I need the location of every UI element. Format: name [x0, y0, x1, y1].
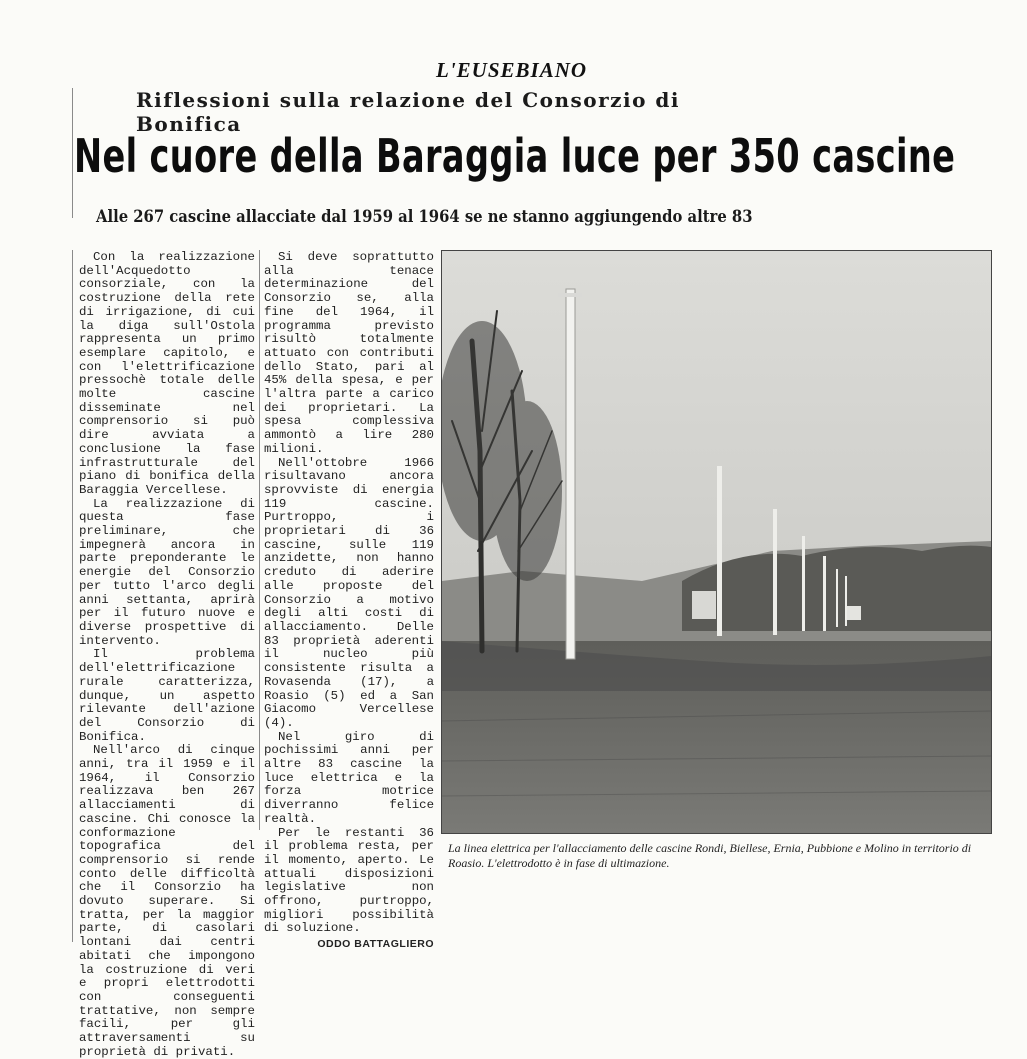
header-rule-left [72, 88, 73, 218]
headline: Nel cuore della Baraggia luce per 350 cascine [74, 129, 956, 183]
paragraph: Nel giro di pochissimi anni per altre 83 cascine la luce elettrica e la forza motrice diverranno felice realtà. [264, 729, 434, 826]
column-rule-left [72, 250, 73, 942]
paragraph: Nell'arco di cinque anni, tra il 1959 e il 1964, il Consorzio realizzava ben 267 allacciamenti di cascine. Chi conosce la conformazione topografica del comprensorio si rende conto delle difficoltà che il Consorzio ha dovuto superare. Si tratta, per la maggior parte, di casolari lontani dai centri abitati che impongono la costruzione di veri e propri elettrodotti con conseguenti trattative, non sempre facili, per gli attraversamenti su proprietà di privati. [79, 743, 255, 1059]
photo-caption: La linea elettrica per l'allacciamento delle cascine Rondi, Biellese, Ernia, Pubbione e Molino in territorio di Roasio. L'elettrodotto è in fase di ultimazione. [448, 841, 972, 870]
kicker-title: Riflessioni sulla relazione del Consorzio di Bonifica [136, 88, 681, 136]
author-signature: ODDO BATTAGLIERO [317, 938, 434, 951]
paragraph: Con la realizzazione dell'Acquedotto consorziale, con la costruzione della rete di irrigazione, di cui la diga sull'Ostola rappresenta un primo esemplare capitolo, e con l'elettrificazione pressochè totale delle molte cascine disseminate nel comprensorio si può dire avviata a conclusione la fase infrastrutturale del piano di bonifica della Baraggia Vercellese. [79, 250, 255, 497]
column-rule-middle [259, 250, 260, 830]
paragraph: Si deve soprattutto alla tenace determinazione del Consorzio se, alla fine del 1964, il programma previsto risultò totalmente attuato con contributi dello Stato, pari al 45% della spesa, e per l'altra parte a carico dei proprietari. La spesa complessiva ammontò a lire 280 milioni. [264, 250, 434, 456]
article-column-1 [79, 251, 255, 1059]
masthead: L'EUSEBIANO [436, 58, 588, 82]
paragraph: Il problema dell'elettrificazione rurale caratterizza, dunque, un aspetto rilevante dell'azione del Consorzio di Bonifica. [79, 647, 255, 744]
subheadline: Alle 267 cascine allacciate dal 1959 al 1964 se ne stanno aggiungendo altre 83 [96, 207, 753, 227]
news-photo [441, 250, 992, 834]
article-column-2 [264, 251, 434, 952]
paragraph: La realizzazione di questa fase preliminare, che impegnerà ancora in parte preponderante le energie del Consorzio per tutto l'arco degli anni settanta, aprirà per il futuro nuove e diverse prospettive di intervento. [79, 496, 255, 648]
paragraph: Per le restanti 36 il problema resta, per il momento, aperto. Le attuali disposizioni legislative non offrono, purtroppo, migliori possibilità di soluzione. [264, 825, 434, 936]
paragraph: Nell'ottobre 1966 risultavano ancora sprovviste di energia 119 cascine. Purtroppo, i proprietari di 36 cascine, sulle 119 anzidette, non hanno creduto di aderire alle proposte del Consorzio a motivo degli alti costi di allacciamento. Delle 83 proprietà aderenti il nucleo più consistente risulta a Rovasenda (17), a Roasio (5) ed a San Giacomo Vercellese (4). [264, 455, 434, 730]
